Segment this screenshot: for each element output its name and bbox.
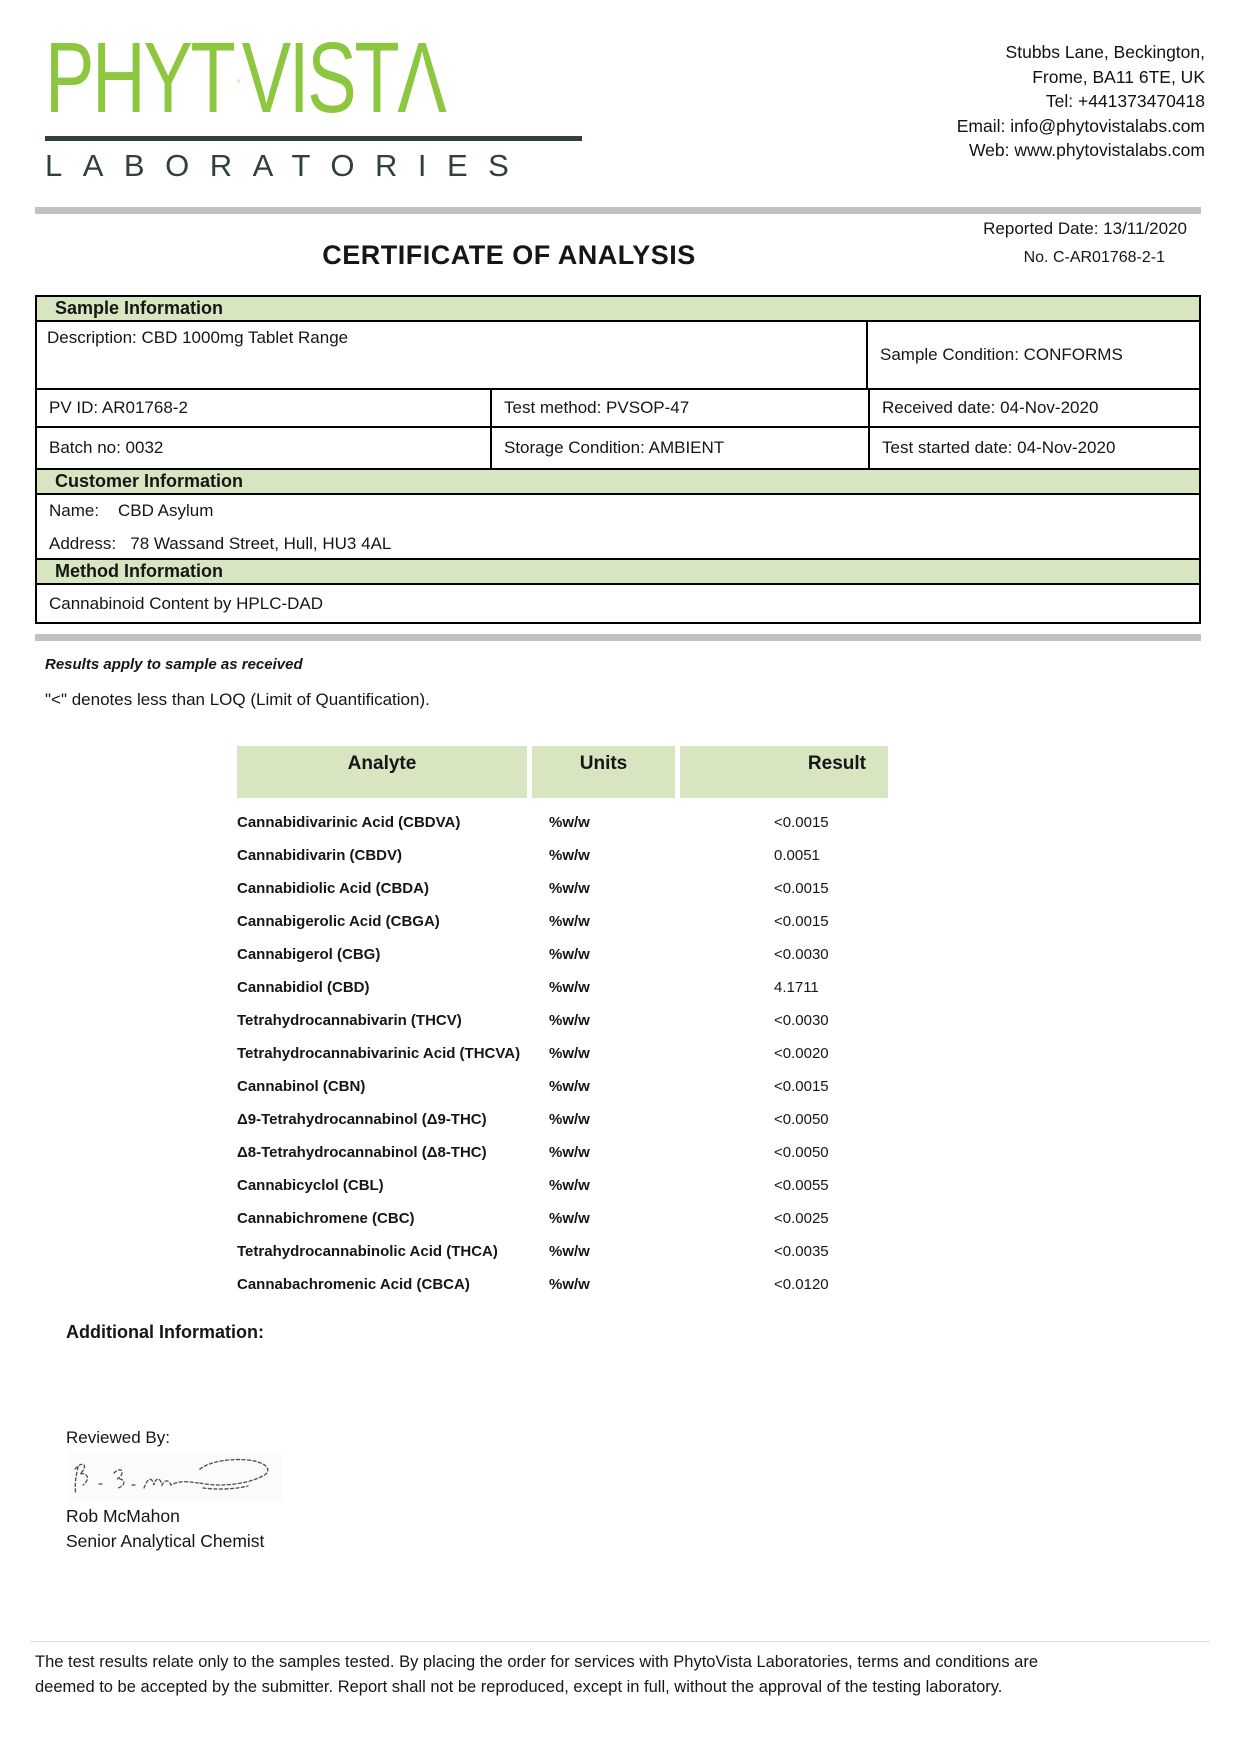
lab-contact-block xyxy=(957,40,1205,163)
analyte-result: <0.0120 xyxy=(774,1276,829,1293)
analyte-name: Cannabachromenic Acid (CBCA) xyxy=(237,1276,470,1293)
analyte-name: Cannabidiolic Acid (CBDA) xyxy=(237,880,429,897)
reviewed-by-label: Reviewed By: xyxy=(66,1428,170,1447)
analyte-name: Tetrahydrocannabinolic Acid (THCA) xyxy=(237,1243,498,1260)
table-row xyxy=(237,938,888,971)
analyte-units: %w/w xyxy=(549,1177,590,1194)
table-row xyxy=(237,839,888,872)
analyte-units: %w/w xyxy=(549,1144,590,1161)
analyte-result: <0.0035 xyxy=(774,1243,829,1260)
table-row xyxy=(237,1202,888,1235)
table-row xyxy=(237,1235,888,1268)
analyte-units: %w/w xyxy=(549,1012,590,1029)
results-table xyxy=(237,746,888,1301)
analyte-result: <0.0015 xyxy=(774,913,829,930)
analyte-result: <0.0030 xyxy=(774,946,829,963)
batch-no: Batch no: 0032 xyxy=(49,438,164,457)
customer-info-block xyxy=(37,495,1199,558)
section-divider-bar xyxy=(35,634,1201,641)
column-header-result: Result xyxy=(680,746,888,798)
page-title: CERTIFICATE OF ANALYSIS xyxy=(322,240,696,270)
sample-batch-row xyxy=(37,426,1199,468)
test-method: Test method: PVSOP-47 xyxy=(490,390,868,426)
analyte-name: Cannabicyclol (CBL) xyxy=(237,1177,384,1194)
analyte-result: <0.0020 xyxy=(774,1045,829,1062)
reviewer-role: Senior Analytical Chemist xyxy=(66,1531,265,1551)
analyte-name: Cannabidivarin (CBDV) xyxy=(237,847,403,864)
footer-divider xyxy=(30,1641,1210,1642)
contact-email: Email: info@phytovistalabs.com xyxy=(956,115,1205,136)
customer-address: Address: 78 Wassand Street, Hull, HU3 4AL xyxy=(49,534,392,553)
table-row xyxy=(237,1268,888,1301)
analyte-units: %w/w xyxy=(549,913,590,930)
analyte-units: %w/w xyxy=(549,946,590,963)
analyte-name: Tetrahydrocannabivarinic Acid (THCVA) xyxy=(237,1045,521,1062)
analyte-result: <0.0025 xyxy=(774,1210,829,1227)
footer-disclaimer xyxy=(35,1650,1210,1700)
header-divider-bar xyxy=(35,207,1201,214)
storage-condition: Storage Condition: AMBIENT xyxy=(490,428,868,468)
table-row xyxy=(237,872,888,905)
analyte-units: %w/w xyxy=(549,1078,590,1095)
table-row xyxy=(237,1004,888,1037)
analyte-units: %w/w xyxy=(549,1276,590,1293)
analyte-units: %w/w xyxy=(549,1045,590,1062)
table-row xyxy=(237,971,888,1004)
info-tables xyxy=(35,295,1201,624)
analyte-name: Cannabinol (CBN) xyxy=(237,1078,366,1095)
analyte-result: 4.1711 xyxy=(774,979,819,996)
customer-info-header: Customer Information xyxy=(37,468,1199,495)
logo-text-vist: VIST xyxy=(241,22,398,134)
analyte-name: Cannabidiol (CBD) xyxy=(237,979,370,996)
pv-id: PV ID: AR01768-2 xyxy=(49,398,188,417)
analyte-units: %w/w xyxy=(549,814,590,831)
table-row xyxy=(237,806,888,839)
analyte-name: Tetrahydrocannabivarin (THCV) xyxy=(237,1012,462,1029)
method-info-header: Method Information xyxy=(37,558,1199,585)
contact-web: Web: www.phytovistalabs.com xyxy=(968,140,1205,161)
footer-line2: deemed to be accepted by the submitter. Report shall not be reproduced, except in full, without the approval of the testing laboratory. xyxy=(35,1678,1003,1696)
sample-condition: Sample Condition: CONFORMS xyxy=(880,345,1123,364)
table-row xyxy=(237,1136,888,1169)
analyte-result: <0.0055 xyxy=(774,1177,829,1194)
loq-note: "<" denotes less than LOQ (Limit of Quantification). xyxy=(45,690,430,709)
sample-ids-row xyxy=(37,388,1199,426)
analyte-result: <0.0050 xyxy=(774,1144,829,1161)
analyte-result: <0.0050 xyxy=(774,1111,829,1128)
analyte-units: %w/w xyxy=(549,979,590,996)
logo-text-phyt: PHYT xyxy=(45,22,234,134)
analyte-name: Cannabigerol (CBG) xyxy=(237,946,381,963)
results-table-body xyxy=(237,806,888,1301)
table-row xyxy=(237,1169,888,1202)
reported-date: Reported Date: 13/11/2020 xyxy=(983,219,1187,238)
analyte-result: <0.0015 xyxy=(774,1078,829,1095)
analyte-name: Δ9-Tetrahydrocannabinol (Δ9-THC) xyxy=(237,1111,487,1128)
analyte-result: 0.0051 xyxy=(774,847,820,864)
column-header-units: Units xyxy=(532,746,675,798)
sample-info-header: Sample Information xyxy=(37,295,1199,322)
logo-wordmark xyxy=(45,22,445,134)
analyte-result: <0.0015 xyxy=(774,880,829,897)
report-number: No. C-AR01768-2-1 xyxy=(1023,249,1165,266)
received-date: Received date: 04-Nov-2020 xyxy=(868,390,1199,426)
table-row xyxy=(237,905,888,938)
analyte-name: Δ8-Tetrahydrocannabinol (Δ8-THC) xyxy=(237,1144,487,1161)
customer-name: Name: CBD Asylum xyxy=(49,501,214,520)
sample-description-row xyxy=(37,322,1199,388)
leaf-icon xyxy=(237,39,239,123)
results-table-header xyxy=(237,746,888,798)
method-description: Cannabinoid Content by HPLC-DAD xyxy=(49,593,324,613)
logo-divider xyxy=(45,136,582,141)
analyte-units: %w/w xyxy=(549,1111,590,1128)
analyte-units: %w/w xyxy=(549,1243,590,1260)
column-header-analyte: Analyte xyxy=(237,746,527,798)
contact-phone: Tel: +441373470418 xyxy=(1045,91,1205,112)
signature-image xyxy=(68,1452,282,1502)
reviewer-name: Rob McMahon xyxy=(66,1506,180,1526)
table-row xyxy=(237,1037,888,1070)
logo-text-lambda: Λ xyxy=(397,22,445,134)
analyte-result: <0.0015 xyxy=(774,814,829,831)
analyte-name: Cannabidivarinic Acid (CBDVA) xyxy=(237,814,461,831)
sample-description: Description: CBD 1000mg Tablet Range xyxy=(37,322,868,388)
analyte-name: Cannabichromene (CBC) xyxy=(237,1210,415,1227)
test-started-date: Test started date: 04-Nov-2020 xyxy=(868,428,1199,468)
phytovista-logo xyxy=(45,22,585,184)
table-row xyxy=(237,1070,888,1103)
contact-address-line1: Stubbs Lane, Beckington, xyxy=(1005,42,1205,62)
table-row xyxy=(237,1103,888,1136)
logo-subtitle: LABORATORIES xyxy=(45,148,530,183)
additional-info-label: Additional Information: xyxy=(66,1322,264,1342)
analyte-result: <0.0030 xyxy=(774,1012,829,1029)
analyte-units: %w/w xyxy=(549,880,590,897)
results-apply-note: Results apply to sample as received xyxy=(45,656,303,673)
analyte-units: %w/w xyxy=(549,847,590,864)
footer-line1: The test results relate only to the samples tested. By placing the order for services with PhytoVista Laboratories, terms and conditions are xyxy=(35,1653,1039,1671)
analyte-name: Cannabigerolic Acid (CBGA) xyxy=(237,913,440,930)
analyte-units: %w/w xyxy=(549,1210,590,1227)
contact-address-line2: Frome, BA11 6TE, UK xyxy=(1032,66,1205,87)
